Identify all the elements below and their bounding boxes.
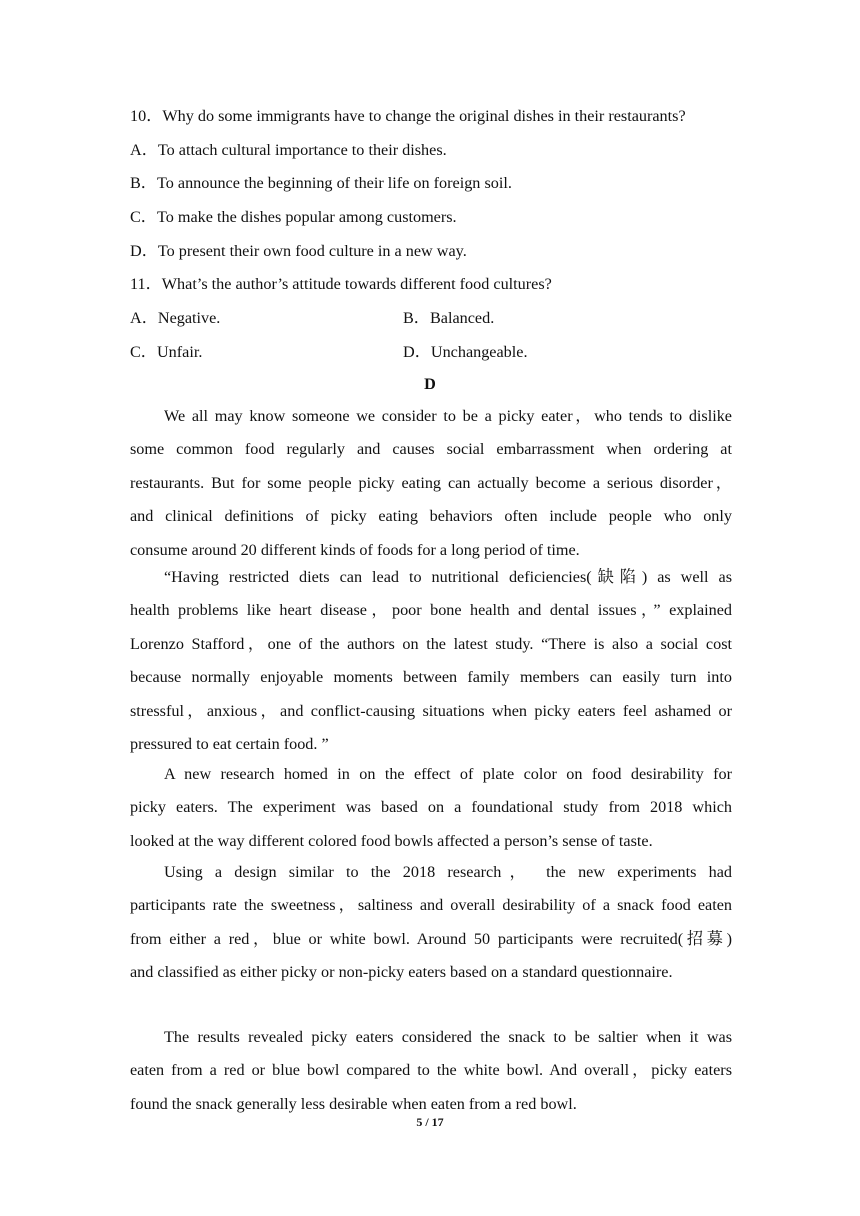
question-11-stem: 11．What’s the author’s attitude towards different food cultures?: [130, 275, 552, 293]
passage-line: some common food regularly and causes social embarrassment when ordering at: [130, 440, 732, 459]
passage-line: found the snack generally less desirable when eaten from a red bowl.: [130, 1094, 577, 1113]
passage-line: from either a red，blue or white bowl. Around 50 participants were recruited(招募): [130, 929, 732, 948]
passage-line: picky eaters. The experiment was based on a foundational study from 2018 which: [130, 798, 732, 817]
passage-line: restaurants. But for some people picky eating can actually become a serious disorder，: [130, 473, 732, 492]
passage-line: A new research homed in on the effect of plate color on food desirability for: [164, 765, 732, 783]
question-11-option-b: B．Balanced.: [403, 309, 495, 327]
passage-paragraph-2: [130, 567, 732, 767]
passage-paragraph-4: [130, 862, 732, 996]
passage-line: and classified as either picky or non-picky eaters based on a standard questionnaire.: [130, 963, 673, 982]
passage-line: pressured to eat certain food. ”: [130, 734, 329, 753]
page-number: 5 / 17: [416, 1115, 444, 1129]
passage-line: Lorenzo Stafford，one of the authors on the latest study. “There is also a social cost: [130, 634, 732, 653]
passage-line: We all may know someone we consider to be a picky eater，who tends to dislike: [164, 407, 732, 425]
question-10-option-b: B．To announce the beginning of their life on foreign soil.: [130, 174, 512, 192]
passage-line: eaten from a red or blue bowl compared to the white bowl. And overall，picky eaters: [130, 1061, 732, 1080]
passage-line: The results revealed picky eaters considered the snack to be saltier when it was: [164, 1028, 732, 1046]
passage-line: and clinical definitions of picky eating behaviors often include people who only: [130, 507, 732, 526]
passage-line: “Having restricted diets can lead to nutritional deficiencies(缺陷) as well as: [164, 568, 732, 586]
question-11-option-a: A．Negative.: [130, 309, 221, 327]
passage-paragraph-3: [130, 764, 732, 864]
passage-line: looked at the way different colored food bowls affected a person’s sense of taste.: [130, 831, 653, 850]
question-10-option-c: C．To make the dishes popular among customers.: [130, 208, 457, 226]
passage-line: Using a design similar to the 2018 research， the new experiments had: [164, 863, 732, 881]
passage-paragraph-1: [130, 406, 732, 573]
passage-line: consume around 20 different kinds of foods for a long period of time.: [130, 540, 580, 559]
question-10-option-d: D．To present their own food culture in a new way.: [130, 242, 467, 260]
passage-paragraph-5: [130, 1027, 732, 1127]
question-10-stem: 10．Why do some immigrants have to change the original dishes in their restaurants?: [130, 107, 686, 125]
passage-line: because normally enjoyable moments between family members can easily turn into: [130, 668, 732, 687]
passage-line: stressful，anxious，and conflict-causing situations when picky eaters feel ashamed or: [130, 701, 732, 720]
question-11-option-c: C．Unfair.: [130, 343, 203, 361]
question-11-option-d: D．Unchangeable.: [403, 343, 528, 361]
passage-line: participants rate the sweetness，saltiness and overall desirability of a snack food eaten: [130, 896, 732, 915]
passage-line: health problems like heart disease，poor bone health and dental issues，” explained: [130, 601, 732, 620]
question-10-option-a: A．To attach cultural importance to their dishes.: [130, 141, 447, 159]
section-heading: D: [424, 375, 436, 393]
